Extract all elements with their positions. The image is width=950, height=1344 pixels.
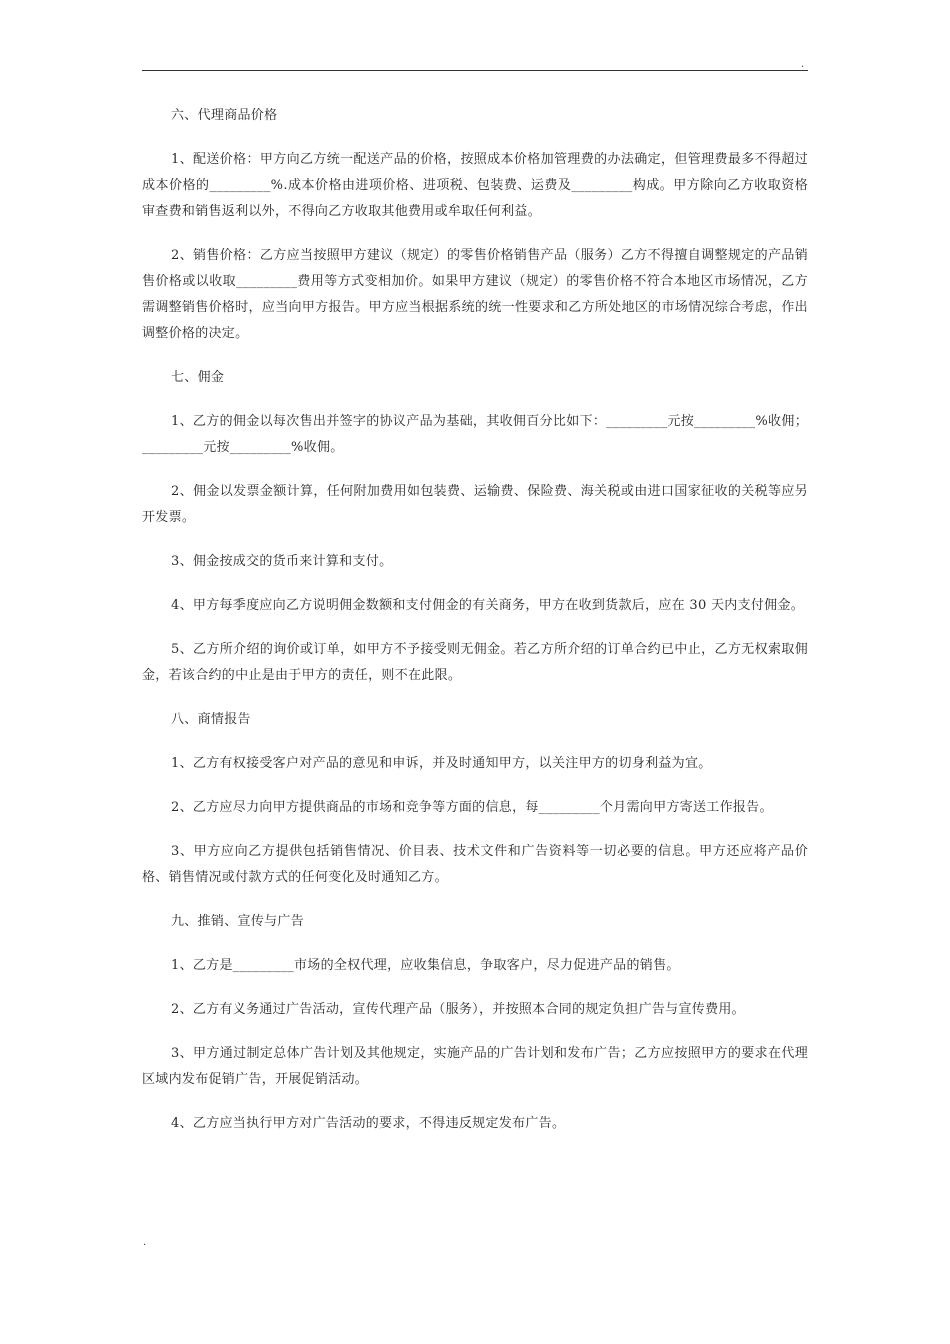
section-commission	[142, 365, 808, 689]
section-heading: 七、佣金	[171, 370, 225, 385]
section-heading: 九、推销、宣传与广告	[171, 914, 305, 929]
section-promotion	[142, 909, 808, 1137]
clause-paragraph: 1、配送价格：甲方向乙方统一配送产品的价格，按照成本价格加管理费的办法确定，但管理费最多不得超过成本价格的_________%.成本价格由进项价格、进项税、包装费、运费及_________构成。甲方除向乙方收取资格审查费和销售返利以外，不得向乙方收取其他费用或牟取任何利益。	[142, 152, 808, 219]
clause-paragraph: 2、佣金以发票金额计算，任何附加费用如包装费、运输费、保险费、海关税或由进口国家征收的关税等应另开发票。	[142, 484, 808, 525]
clause-paragraph: 1、乙方是_________市场的全权代理，应收集信息，争取客户，尽力促进产品的销售。	[171, 958, 680, 973]
section-pricing	[142, 103, 808, 347]
header-dot-mark: .	[801, 59, 805, 70]
section-heading: 八、商情报告	[171, 712, 251, 727]
clause-paragraph: 2、乙方应尽力向甲方提供商品的市场和竞争等方面的信息，每_________个月需向甲方寄送工作报告。	[171, 800, 773, 815]
clause-paragraph: 3、甲方应向乙方提供包括销售情况、价目表、技术文件和广告资料等一切必要的信息。甲方还应将产品价格、销售情况或付款方式的任何变化及时通知乙方。	[142, 844, 808, 885]
clause-paragraph: 3、佣金按成交的货币来计算和支付。	[171, 554, 393, 569]
section-market-report	[142, 707, 808, 891]
footer-dot-mark: .	[143, 1237, 147, 1248]
clause-paragraph: 4、甲方每季度应向乙方说明佣金数额和支付佣金的有关商务，甲方在收到货款后，应在 30 天内支付佣金。	[171, 598, 805, 613]
clause-paragraph: 1、乙方有权接受客户对产品的意见和申诉，并及时通知甲方，以关注甲方的切身利益为宜。	[171, 756, 712, 771]
clause-paragraph: 5、乙方所介绍的询价或订单，如甲方不予接受则无佣金。若乙方所介绍的订单合约已中止，乙方无权索取佣金，若该合约的中止是由于甲方的责任，则不在此限。	[142, 642, 808, 683]
clause-paragraph: 3、甲方通过制定总体广告计划及其他规定，实施产品的广告计划和发布广告；乙方应按照甲方的要求在代理区域内发布促销广告，开展促销活动。	[142, 1046, 808, 1087]
clause-paragraph: 4、乙方应当执行甲方对广告活动的要求，不得违反规定发布广告。	[171, 1116, 566, 1131]
section-heading: 六、代理商品价格	[171, 108, 278, 123]
clause-paragraph: 1、乙方的佣金以每次售出并签字的协议产品为基础，其收佣百分比如下：_________元按_________%收佣；_________元按_________%收佣。	[142, 414, 808, 455]
document-body	[142, 103, 808, 1155]
header-rule	[142, 70, 808, 71]
clause-paragraph: 2、乙方有义务通过广告活动，宣传代理产品（服务），并按照本合同的规定负担广告与宣传费用。	[171, 1002, 745, 1017]
clause-paragraph: 2、销售价格：乙方应当按照甲方建议（规定）的零售价格销售产品（服务）乙方不得擅自调整规定的产品销售价格或以收取_________费用等方式变相加价。如果甲方建议（规定）的零售价格不符合本地区市场情况，乙方需调整销售价格时，应当向甲方报告。甲方应当根据系统的统一性要求和乙方所处地区的市场情况综合考虑，作出调整价格的决定。	[142, 248, 808, 341]
